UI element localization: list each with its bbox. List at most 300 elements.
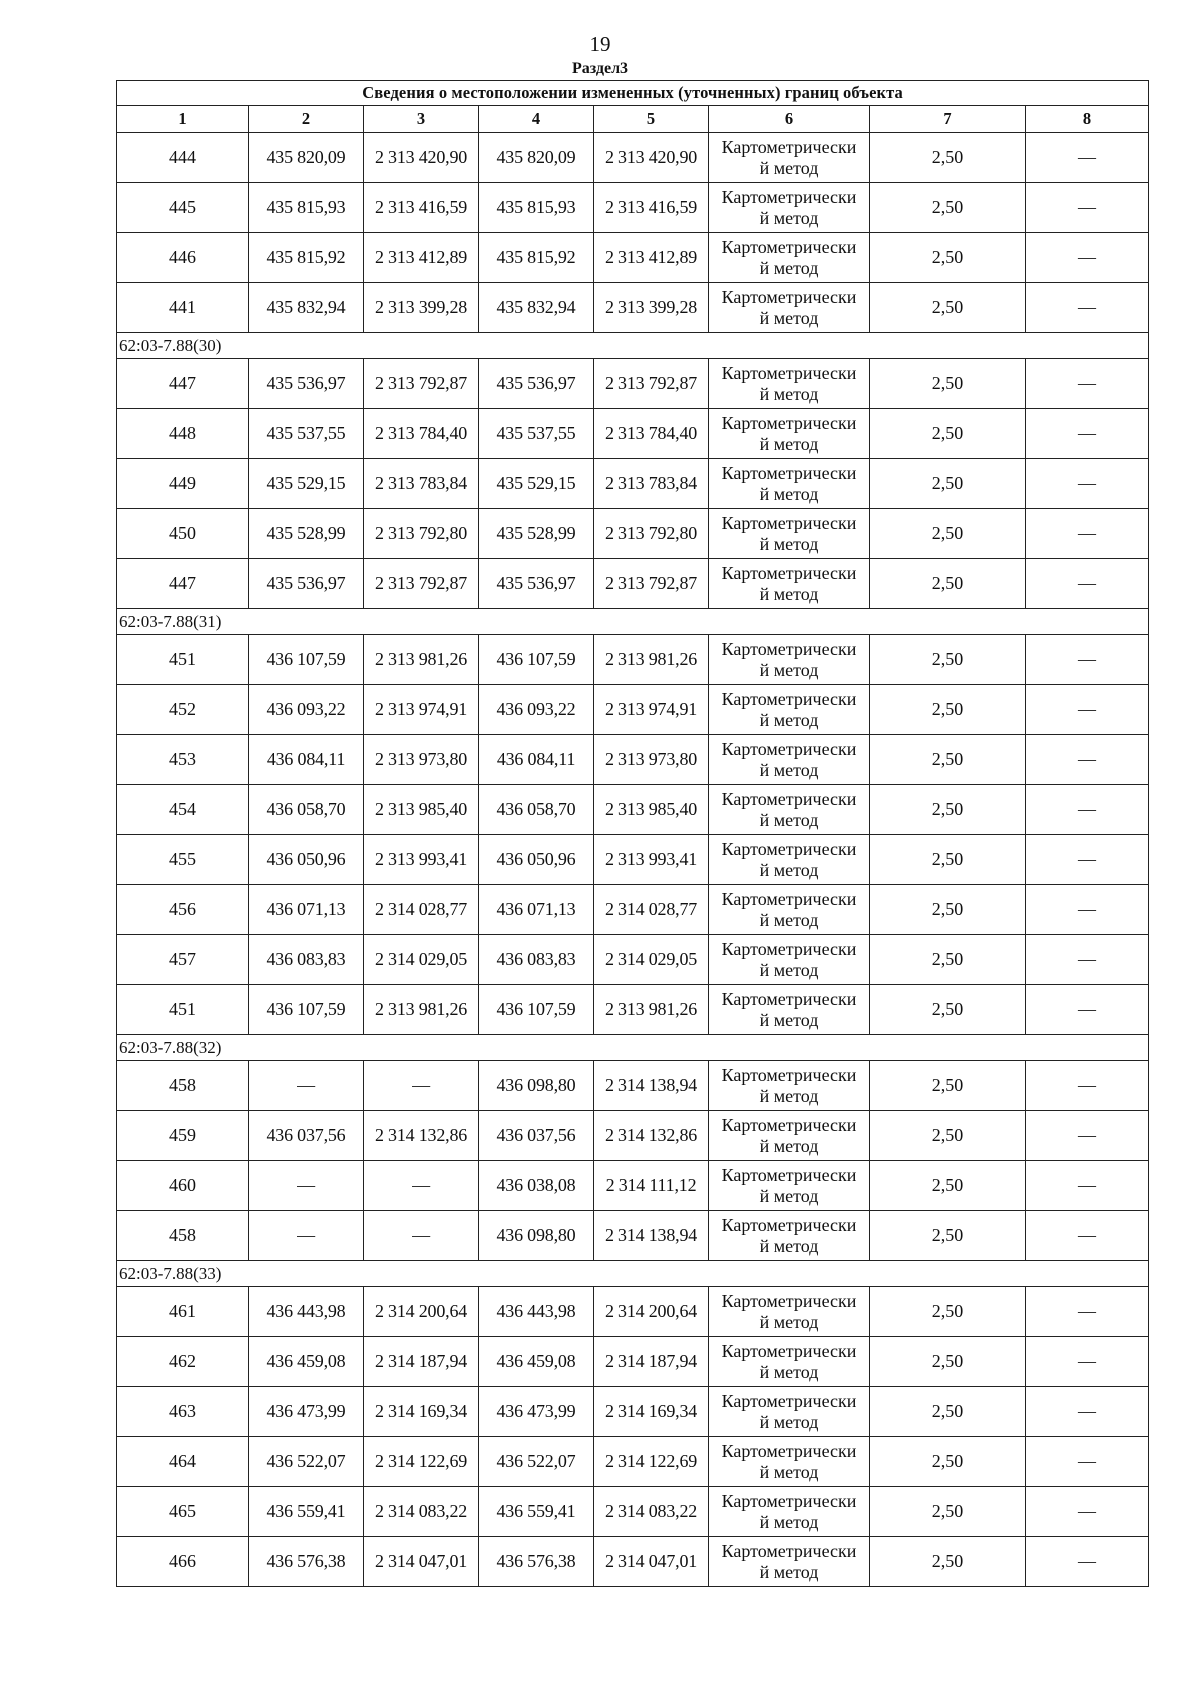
refined-y-cell: 2 314 028,77 <box>594 885 709 935</box>
existing-x-cell: 435 815,92 <box>249 233 364 283</box>
method-line-1: Картометрически <box>721 286 857 307</box>
table-row <box>117 559 1149 609</box>
existing-y-cell: — <box>364 1211 479 1261</box>
method-line-2: й метод <box>759 257 819 278</box>
precision-cell: 2,50 <box>870 459 1026 509</box>
column-number: 1 <box>117 106 249 133</box>
method-cell <box>709 1287 870 1337</box>
existing-x-cell: — <box>249 1211 364 1261</box>
method-line-2: й метод <box>759 759 819 780</box>
method-line-2: й метод <box>759 1361 819 1382</box>
method-line-2: й метод <box>759 659 819 680</box>
method-line-1: Картометрически <box>721 1064 857 1085</box>
existing-y-cell: 2 313 412,89 <box>364 233 479 283</box>
method-line-1: Картометрически <box>721 1540 857 1561</box>
method-line-2: й метод <box>759 583 819 604</box>
method-line-1: Картометрически <box>721 236 857 257</box>
existing-x-cell: 436 107,59 <box>249 985 364 1035</box>
refined-y-cell: 2 313 420,90 <box>594 133 709 183</box>
existing-x-cell: 436 050,96 <box>249 835 364 885</box>
method-line-1: Картометрически <box>721 136 857 157</box>
refined-x-cell: 435 536,97 <box>479 559 594 609</box>
point-number-cell: 460 <box>117 1161 249 1211</box>
method-line-2: й метод <box>759 307 819 328</box>
point-number-cell: 459 <box>117 1111 249 1161</box>
note-cell: — <box>1026 685 1149 735</box>
group-label: 62:03-7.88(32) <box>117 1035 1149 1061</box>
method-cell <box>709 283 870 333</box>
precision-cell: 2,50 <box>870 1161 1026 1211</box>
table-row <box>117 1437 1149 1487</box>
method-line-1: Картометрически <box>721 1440 857 1461</box>
method-line-2: й метод <box>759 909 819 930</box>
table-row <box>117 1487 1149 1537</box>
table-row <box>117 985 1149 1035</box>
existing-x-cell: 436 037,56 <box>249 1111 364 1161</box>
method-line-1: Картометрически <box>721 788 857 809</box>
point-number-cell: 455 <box>117 835 249 885</box>
point-number-cell: 451 <box>117 985 249 1035</box>
refined-x-cell: 436 107,59 <box>479 635 594 685</box>
existing-x-cell: 436 576,38 <box>249 1537 364 1587</box>
point-number-cell: 462 <box>117 1337 249 1387</box>
method-cell <box>709 935 870 985</box>
table-row <box>117 735 1149 785</box>
method-cell <box>709 785 870 835</box>
table-row <box>117 835 1149 885</box>
method-line-1: Картометрически <box>721 738 857 759</box>
table-row <box>117 459 1149 509</box>
method-cell <box>709 885 870 935</box>
existing-y-cell: 2 314 200,64 <box>364 1287 479 1337</box>
column-number: 5 <box>594 106 709 133</box>
refined-y-cell: 2 314 138,94 <box>594 1211 709 1261</box>
refined-y-cell: 2 313 783,84 <box>594 459 709 509</box>
group-label: 62:03-7.88(31) <box>117 609 1149 635</box>
method-cell <box>709 1161 870 1211</box>
point-number-cell: 458 <box>117 1211 249 1261</box>
column-number: 7 <box>870 106 1026 133</box>
note-cell: — <box>1026 559 1149 609</box>
table-row <box>117 233 1149 283</box>
table-row <box>117 509 1149 559</box>
method-line-2: й метод <box>759 1311 819 1332</box>
column-number-row <box>117 106 1149 133</box>
precision-cell: 2,50 <box>870 685 1026 735</box>
note-cell: — <box>1026 509 1149 559</box>
refined-x-cell: 436 559,41 <box>479 1487 594 1537</box>
refined-y-cell: 2 314 132,86 <box>594 1111 709 1161</box>
column-number: 4 <box>479 106 594 133</box>
existing-x-cell: 435 536,97 <box>249 359 364 409</box>
precision-cell: 2,50 <box>870 1487 1026 1537</box>
existing-y-cell: 2 313 973,80 <box>364 735 479 785</box>
method-line-2: й метод <box>759 1461 819 1482</box>
table-header <box>117 81 1149 133</box>
existing-y-cell: 2 314 122,69 <box>364 1437 479 1487</box>
method-line-2: й метод <box>759 433 819 454</box>
point-number-cell: 450 <box>117 509 249 559</box>
method-cell <box>709 985 870 1035</box>
method-line-2: й метод <box>759 1135 819 1156</box>
precision-cell: 2,50 <box>870 635 1026 685</box>
existing-x-cell: 435 528,99 <box>249 509 364 559</box>
refined-y-cell: 2 314 122,69 <box>594 1437 709 1487</box>
existing-y-cell: 2 313 981,26 <box>364 635 479 685</box>
point-number-cell: 453 <box>117 735 249 785</box>
method-cell <box>709 459 870 509</box>
existing-y-cell: 2 314 028,77 <box>364 885 479 935</box>
method-cell <box>709 1211 870 1261</box>
point-number-cell: 456 <box>117 885 249 935</box>
method-cell <box>709 183 870 233</box>
table-row <box>117 1161 1149 1211</box>
method-cell <box>709 635 870 685</box>
table-row <box>117 183 1149 233</box>
note-cell: — <box>1026 885 1149 935</box>
column-number: 3 <box>364 106 479 133</box>
table-row <box>117 935 1149 985</box>
existing-y-cell: 2 313 792,87 <box>364 559 479 609</box>
refined-x-cell: 436 473,99 <box>479 1387 594 1437</box>
note-cell: — <box>1026 1337 1149 1387</box>
method-cell <box>709 1537 870 1587</box>
refined-x-cell: 436 084,11 <box>479 735 594 785</box>
refined-y-cell: 2 313 792,87 <box>594 359 709 409</box>
precision-cell: 2,50 <box>870 935 1026 985</box>
refined-x-cell: 436 058,70 <box>479 785 594 835</box>
table-row <box>117 283 1149 333</box>
refined-y-cell: 2 313 981,26 <box>594 985 709 1035</box>
existing-y-cell: 2 314 187,94 <box>364 1337 479 1387</box>
table-row <box>117 1061 1149 1111</box>
table-row <box>117 885 1149 935</box>
existing-y-cell: 2 313 981,26 <box>364 985 479 1035</box>
refined-y-cell: 2 313 973,80 <box>594 735 709 785</box>
method-line-2: й метод <box>759 1009 819 1030</box>
column-number: 6 <box>709 106 870 133</box>
note-cell: — <box>1026 359 1149 409</box>
existing-y-cell: 2 314 169,34 <box>364 1387 479 1437</box>
note-cell: — <box>1026 459 1149 509</box>
precision-cell: 2,50 <box>870 785 1026 835</box>
table-row <box>117 785 1149 835</box>
refined-x-cell: 436 459,08 <box>479 1337 594 1387</box>
refined-x-cell: 436 071,13 <box>479 885 594 935</box>
method-line-2: й метод <box>759 1561 819 1582</box>
refined-y-cell: 2 313 416,59 <box>594 183 709 233</box>
method-line-1: Картометрически <box>721 462 857 483</box>
method-cell <box>709 509 870 559</box>
existing-y-cell: — <box>364 1061 479 1111</box>
table-row <box>117 409 1149 459</box>
refined-y-cell: 2 313 399,28 <box>594 283 709 333</box>
method-line-1: Картометрически <box>721 1290 857 1311</box>
point-number-cell: 446 <box>117 233 249 283</box>
section-title: Раздел3 <box>571 60 629 77</box>
refined-x-cell: 435 832,94 <box>479 283 594 333</box>
method-line-2: й метод <box>759 1185 819 1206</box>
refined-x-cell: 435 815,93 <box>479 183 594 233</box>
column-number: 8 <box>1026 106 1149 133</box>
group-header-row <box>117 609 1149 635</box>
existing-x-cell: 436 522,07 <box>249 1437 364 1487</box>
note-cell: — <box>1026 1387 1149 1437</box>
method-cell <box>709 409 870 459</box>
precision-cell: 2,50 <box>870 409 1026 459</box>
method-line-2: й метод <box>759 709 819 730</box>
point-number-cell: 449 <box>117 459 249 509</box>
refined-y-cell: 2 313 792,80 <box>594 509 709 559</box>
method-cell <box>709 1487 870 1537</box>
refined-x-cell: 436 093,22 <box>479 685 594 735</box>
method-line-2: й метод <box>759 809 819 830</box>
method-cell <box>709 1111 870 1161</box>
table-row <box>117 1287 1149 1337</box>
refined-y-cell: 2 313 784,40 <box>594 409 709 459</box>
point-number-cell: 445 <box>117 183 249 233</box>
existing-x-cell: 436 071,13 <box>249 885 364 935</box>
refined-x-cell: 436 107,59 <box>479 985 594 1035</box>
method-cell <box>709 133 870 183</box>
note-cell: — <box>1026 1061 1149 1111</box>
refined-x-cell: 436 038,08 <box>479 1161 594 1211</box>
point-number-cell: 464 <box>117 1437 249 1487</box>
refined-y-cell: 2 314 187,94 <box>594 1337 709 1387</box>
method-line-1: Картометрически <box>721 186 857 207</box>
refined-x-cell: 436 522,07 <box>479 1437 594 1487</box>
precision-cell: 2,50 <box>870 283 1026 333</box>
refined-x-cell: 435 536,97 <box>479 359 594 409</box>
point-number-cell: 447 <box>117 359 249 409</box>
existing-y-cell: 2 314 047,01 <box>364 1537 479 1587</box>
existing-x-cell: 435 832,94 <box>249 283 364 333</box>
note-cell: — <box>1026 785 1149 835</box>
point-number-cell: 444 <box>117 133 249 183</box>
note-cell: — <box>1026 1487 1149 1537</box>
precision-cell: 2,50 <box>870 1061 1026 1111</box>
precision-cell: 2,50 <box>870 183 1026 233</box>
existing-y-cell: 2 313 783,84 <box>364 459 479 509</box>
table-row <box>117 685 1149 735</box>
method-cell <box>709 1387 870 1437</box>
refined-x-cell: 436 098,80 <box>479 1211 594 1261</box>
method-line-1: Картометрически <box>721 988 857 1009</box>
table-row <box>117 133 1149 183</box>
point-number-cell: 454 <box>117 785 249 835</box>
existing-y-cell: 2 313 416,59 <box>364 183 479 233</box>
existing-x-cell: 435 537,55 <box>249 409 364 459</box>
method-line-1: Картометрически <box>721 1114 857 1135</box>
group-header-row <box>117 333 1149 359</box>
existing-y-cell: — <box>364 1161 479 1211</box>
precision-cell: 2,50 <box>870 133 1026 183</box>
note-cell: — <box>1026 835 1149 885</box>
refined-x-cell: 436 083,83 <box>479 935 594 985</box>
method-line-1: Картометрически <box>721 362 857 383</box>
refined-x-cell: 436 037,56 <box>479 1111 594 1161</box>
method-line-1: Картометрически <box>721 1390 857 1411</box>
precision-cell: 2,50 <box>870 1211 1026 1261</box>
existing-x-cell: 435 820,09 <box>249 133 364 183</box>
method-line-2: й метод <box>759 1411 819 1432</box>
precision-cell: 2,50 <box>870 1437 1026 1487</box>
existing-x-cell: 436 443,98 <box>249 1287 364 1337</box>
method-line-1: Картометрически <box>721 1340 857 1361</box>
method-line-2: й метод <box>759 207 819 228</box>
precision-cell: 2,50 <box>870 1387 1026 1437</box>
method-cell <box>709 1437 870 1487</box>
refined-y-cell: 2 314 083,22 <box>594 1487 709 1537</box>
precision-cell: 2,50 <box>870 1287 1026 1337</box>
method-line-2: й метод <box>759 1235 819 1256</box>
note-cell: — <box>1026 735 1149 785</box>
refined-x-cell: 436 098,80 <box>479 1061 594 1111</box>
refined-y-cell: 2 314 029,05 <box>594 935 709 985</box>
point-number-cell: 465 <box>117 1487 249 1537</box>
existing-y-cell: 2 313 993,41 <box>364 835 479 885</box>
refined-y-cell: 2 313 792,87 <box>594 559 709 609</box>
method-line-1: Картометрически <box>721 638 857 659</box>
refined-y-cell: 2 313 985,40 <box>594 785 709 835</box>
precision-cell: 2,50 <box>870 1537 1026 1587</box>
method-line-2: й метод <box>759 383 819 404</box>
method-cell <box>709 359 870 409</box>
existing-y-cell: 2 314 132,86 <box>364 1111 479 1161</box>
method-line-1: Картометрически <box>721 888 857 909</box>
refined-x-cell: 435 815,92 <box>479 233 594 283</box>
note-cell: — <box>1026 1437 1149 1487</box>
note-cell: — <box>1026 635 1149 685</box>
precision-cell: 2,50 <box>870 735 1026 785</box>
method-cell <box>709 735 870 785</box>
precision-cell: 2,50 <box>870 1337 1026 1387</box>
existing-x-cell: 435 529,15 <box>249 459 364 509</box>
method-line-2: й метод <box>759 859 819 880</box>
note-cell: — <box>1026 1111 1149 1161</box>
coordinates-table <box>116 80 1149 1587</box>
precision-cell: 2,50 <box>870 359 1026 409</box>
table-row <box>117 1537 1149 1587</box>
existing-y-cell: 2 314 083,22 <box>364 1487 479 1537</box>
refined-y-cell: 2 313 974,91 <box>594 685 709 735</box>
existing-x-cell: 436 459,08 <box>249 1337 364 1387</box>
precision-cell: 2,50 <box>870 1111 1026 1161</box>
method-line-2: й метод <box>759 533 819 554</box>
table-row <box>117 1337 1149 1387</box>
refined-x-cell: 436 576,38 <box>479 1537 594 1587</box>
point-number-cell: 441 <box>117 283 249 333</box>
existing-x-cell: 436 559,41 <box>249 1487 364 1537</box>
precision-cell: 2,50 <box>870 559 1026 609</box>
method-line-1: Картометрически <box>721 688 857 709</box>
method-line-1: Картометрически <box>721 838 857 859</box>
existing-y-cell: 2 313 792,80 <box>364 509 479 559</box>
precision-cell: 2,50 <box>870 509 1026 559</box>
existing-x-cell: 436 058,70 <box>249 785 364 835</box>
existing-y-cell: 2 313 420,90 <box>364 133 479 183</box>
existing-y-cell: 2 313 399,28 <box>364 283 479 333</box>
note-cell: — <box>1026 183 1149 233</box>
note-cell: — <box>1026 1537 1149 1587</box>
existing-x-cell: 436 093,22 <box>249 685 364 735</box>
method-line-1: Картометрически <box>721 412 857 433</box>
note-cell: — <box>1026 1287 1149 1337</box>
note-cell: — <box>1026 409 1149 459</box>
point-number-cell: 452 <box>117 685 249 735</box>
refined-x-cell: 435 820,09 <box>479 133 594 183</box>
method-cell <box>709 1337 870 1387</box>
table-row <box>117 1111 1149 1161</box>
method-cell <box>709 1061 870 1111</box>
precision-cell: 2,50 <box>870 985 1026 1035</box>
method-line-1: Картометрически <box>721 1214 857 1235</box>
refined-y-cell: 2 313 993,41 <box>594 835 709 885</box>
point-number-cell: 447 <box>117 559 249 609</box>
note-cell: — <box>1026 935 1149 985</box>
method-line-1: Картометрически <box>721 1164 857 1185</box>
method-line-2: й метод <box>759 1085 819 1106</box>
point-number-cell: 451 <box>117 635 249 685</box>
existing-y-cell: 2 313 792,87 <box>364 359 479 409</box>
group-header-row <box>117 1035 1149 1061</box>
note-cell: — <box>1026 985 1149 1035</box>
note-cell: — <box>1026 283 1149 333</box>
method-line-2: й метод <box>759 157 819 178</box>
refined-y-cell: 2 314 138,94 <box>594 1061 709 1111</box>
group-label: 62:03-7.88(33) <box>117 1261 1149 1287</box>
existing-y-cell: 2 313 974,91 <box>364 685 479 735</box>
column-number: 2 <box>249 106 364 133</box>
refined-y-cell: 2 313 981,26 <box>594 635 709 685</box>
existing-x-cell: 436 083,83 <box>249 935 364 985</box>
table-row <box>117 635 1149 685</box>
point-number-cell: 458 <box>117 1061 249 1111</box>
table-caption: Сведения о местоположении измененных (уточненных) границ объекта <box>117 81 1149 106</box>
refined-y-cell: 2 314 111,12 <box>594 1161 709 1211</box>
method-cell <box>709 559 870 609</box>
existing-y-cell: 2 313 985,40 <box>364 785 479 835</box>
existing-x-cell: 435 536,97 <box>249 559 364 609</box>
table-body <box>117 133 1149 1587</box>
precision-cell: 2,50 <box>870 233 1026 283</box>
method-line-2: й метод <box>759 959 819 980</box>
existing-x-cell: 435 815,93 <box>249 183 364 233</box>
method-line-1: Картометрически <box>721 1490 857 1511</box>
point-number-cell: 466 <box>117 1537 249 1587</box>
group-label: 62:03-7.88(30) <box>117 333 1149 359</box>
refined-y-cell: 2 314 047,01 <box>594 1537 709 1587</box>
note-cell: — <box>1026 1211 1149 1261</box>
refined-x-cell: 435 528,99 <box>479 509 594 559</box>
point-number-cell: 463 <box>117 1387 249 1437</box>
group-header-row <box>117 1261 1149 1287</box>
page-number: 19 <box>589 32 611 56</box>
refined-y-cell: 2 314 200,64 <box>594 1287 709 1337</box>
point-number-cell: 461 <box>117 1287 249 1337</box>
existing-y-cell: 2 314 029,05 <box>364 935 479 985</box>
refined-x-cell: 435 529,15 <box>479 459 594 509</box>
point-number-cell: 457 <box>117 935 249 985</box>
table-row <box>117 1211 1149 1261</box>
note-cell: — <box>1026 1161 1149 1211</box>
precision-cell: 2,50 <box>870 885 1026 935</box>
method-cell <box>709 835 870 885</box>
method-line-1: Картометрически <box>721 938 857 959</box>
existing-y-cell: 2 313 784,40 <box>364 409 479 459</box>
note-cell: — <box>1026 133 1149 183</box>
method-line-2: й метод <box>759 1511 819 1532</box>
